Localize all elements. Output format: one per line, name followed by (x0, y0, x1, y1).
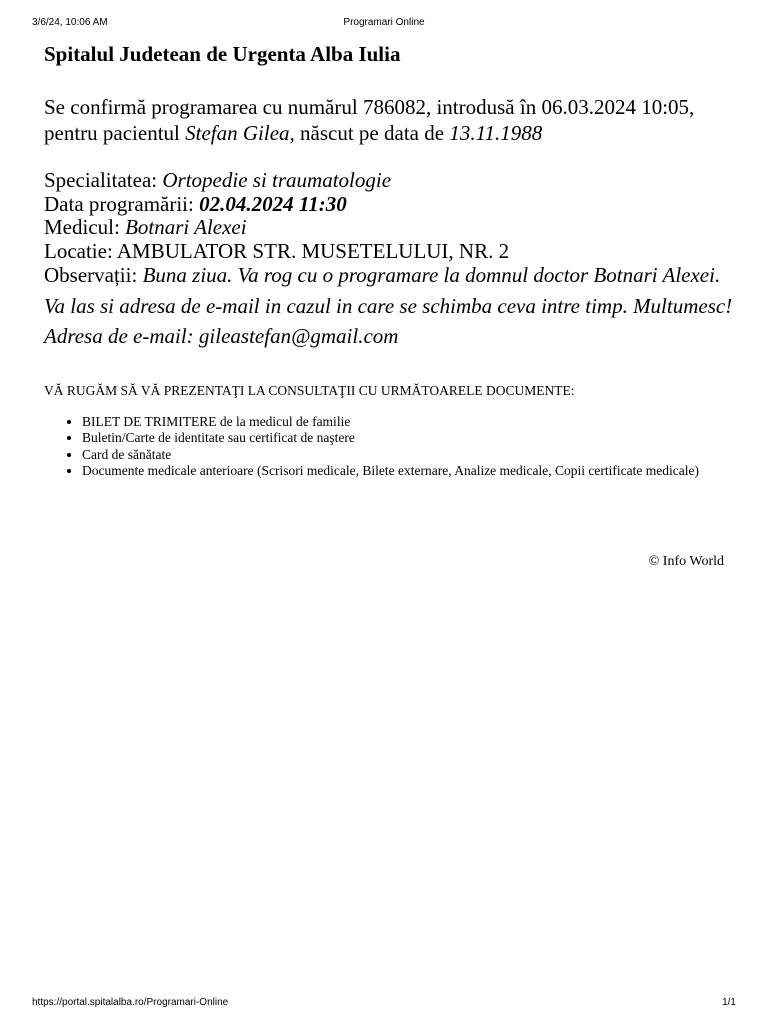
list-item: • Card de sănătate (82, 447, 734, 464)
list-item: • Documente medicale anterioare (Scrisori medicale, Bilete externare, Analize medicale, Copii certificate medicale) (82, 463, 734, 480)
list-item: • Buletin/Carte de identitate sau certificat de naştere (82, 430, 734, 447)
print-url: https://portal.spitalalba.ro/Programari-Online (32, 997, 229, 1008)
documents-list (44, 414, 734, 480)
print-datetime: 3/6/24, 10:06 AM (32, 17, 108, 28)
copyright-text: © Info World (648, 554, 724, 569)
confirmation-text-part-2: , născut pe data de (289, 121, 450, 145)
hospital-title: Spitalul Judetean de Urgenta Alba Iulia (44, 42, 401, 66)
print-page-number: 1/1 (722, 997, 736, 1008)
confirmation-text-part-1: Se confirmă programarea cu numărul 786082, introdusă în 06.03.2024 10:05, pentru pacientul (44, 95, 695, 145)
doctor-row (44, 216, 734, 240)
print-page-title: Programari Online (343, 17, 425, 28)
patient-name: Stefan Gilea (185, 121, 290, 145)
location-value: AMBULATOR STR. MUSETELULUI, NR. 2 (116, 238, 510, 263)
confirmation-text (44, 94, 734, 146)
date-row (44, 193, 734, 217)
observations-value: Buna ziua. Va rog cu o programare la domnul doctor Botnari Alexei. Va las si adresa de e-mail in cazul in care se schimba ceva intre timp. Multumesc! Adresa de e-mail: gileastefan@gmail.com (44, 263, 733, 348)
print-footer (32, 997, 736, 1011)
document-content (44, 42, 734, 480)
doctor-label: Medicul: (44, 215, 126, 239)
specialty-value: Ortopedie si traumatologie (162, 168, 392, 192)
print-header (32, 17, 736, 31)
date-label: Data programării: (44, 191, 200, 216)
observations-label: Observații: (44, 263, 143, 287)
observations-row (44, 260, 734, 352)
location-label: Locatie: (44, 238, 117, 263)
list-item: • BILET DE TRIMITERE de la medicul de familie (82, 414, 734, 431)
specialty-label: Specialitatea: (44, 168, 163, 192)
doctor-value: Botnari Alexei (125, 215, 247, 239)
date-value: 02.04.2024 11:30 (199, 191, 347, 216)
appointment-details (44, 169, 734, 352)
documents-heading: VĂ RUGĂM SĂ VĂ PREZENTAŢI LA CONSULTAŢII CU URMĂTOARELE DOCUMENTE: (44, 382, 575, 398)
birth-date: 13.11.1988 (449, 121, 543, 145)
specialty-row (44, 169, 734, 193)
